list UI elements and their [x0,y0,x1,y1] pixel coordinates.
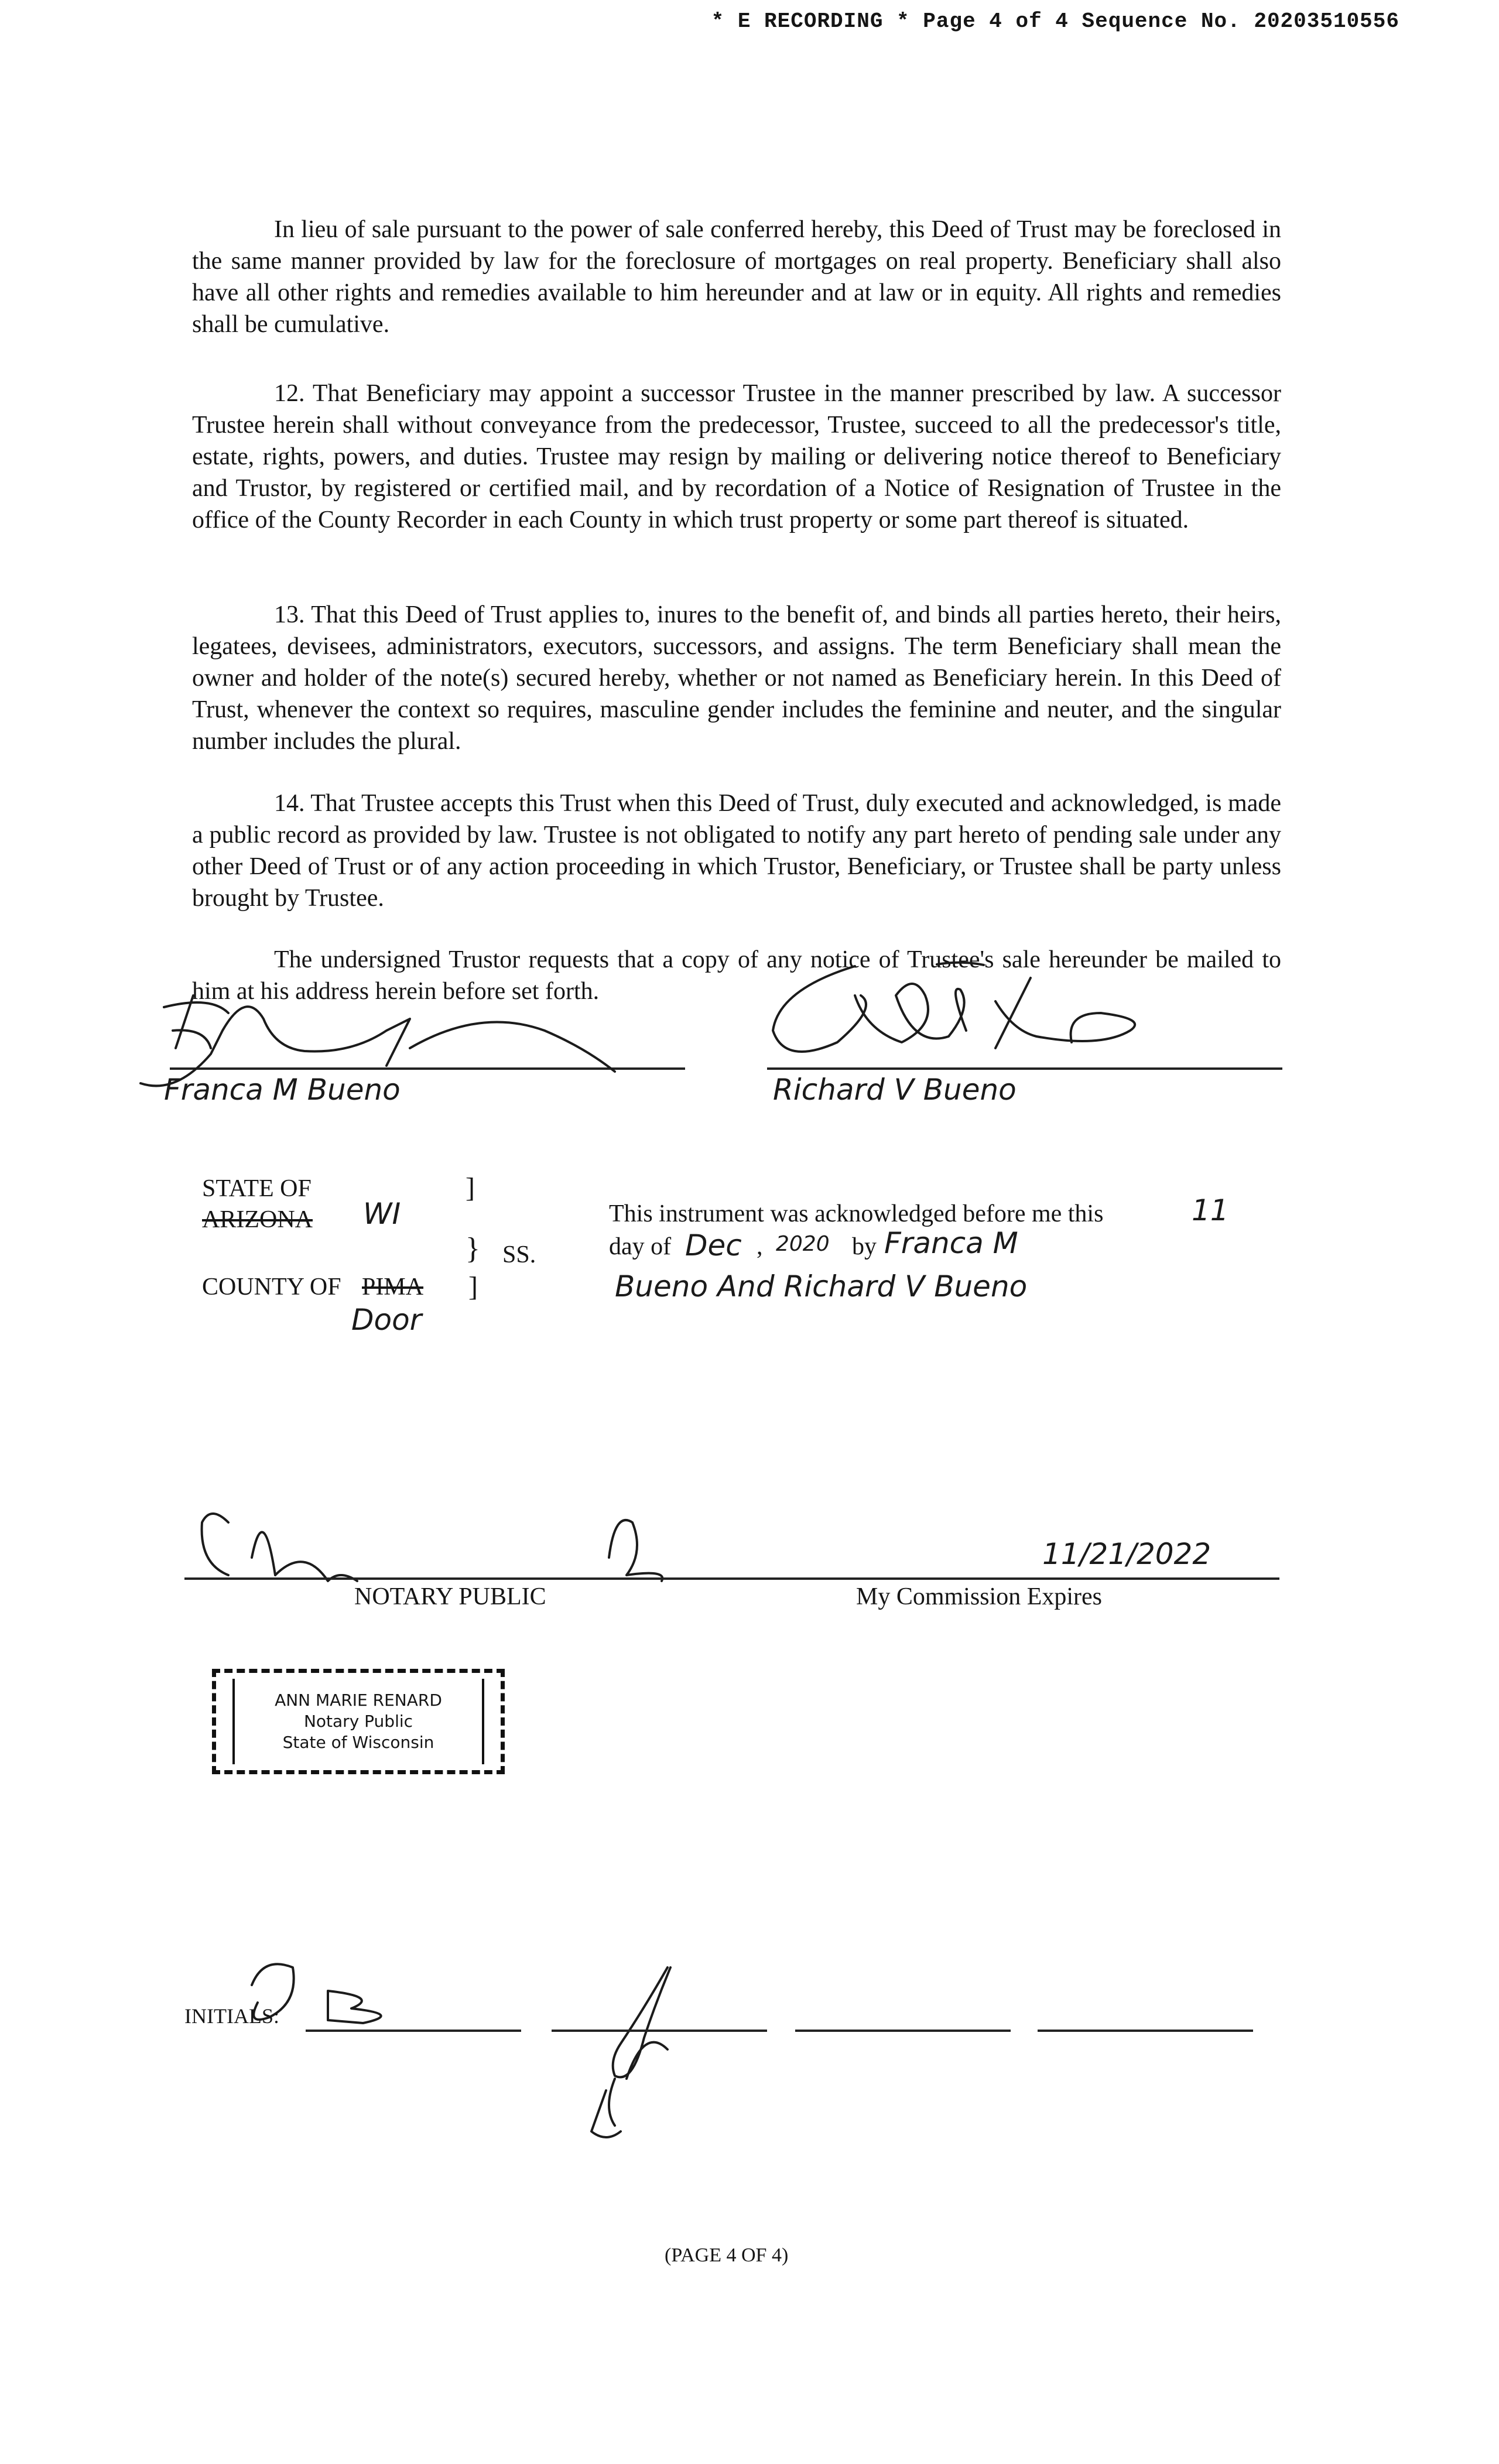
state-printed: ARIZONA [202,1206,313,1233]
initials-line-1 [306,2030,521,2032]
page-number-label: (PAGE 4 OF 4) [665,2244,789,2266]
county-label: COUNTY OF [202,1274,341,1301]
notary-stamp-inner [232,1679,484,1764]
initials-line-4 [1038,2030,1253,2032]
acknowledgment-month: Dec [685,1228,742,1262]
paragraph-text: In lieu of sale pursuant to the power of sale conferred hereby, this Deed of Trust may be foreclosed in the same manner provided by law for the foreclosure of mortgages on real property. Beneficiary shall also have all other rights and remedies available to him hereunder and at law or in equity. All rights and remedies shall be cumulative. [192,216,1281,338]
initials-label: INITIALS: [184,2004,279,2028]
ss-label: SS. [502,1241,536,1268]
paragraph-text: 12. That Beneficiary may appoint a successor Trustee in the manner prescribed by law. A successor Trustee herein shall without conveyance from the predecessor, Trustee, succeed to all the predecessor's title, estate, rights, powers, and duties. Trustee may resign by mailing or delivering notice thereof to Beneficiary and Trustor, by registered or certified mail, and by recordation of a Notice of Resignation of Trustee in the office of the County Recorder in each County in which trust property or some part thereof is situated. [192,380,1281,533]
recording-header: * E RECORDING * Page 4 of 4 Sequence No. 20203510556 [711,9,1399,33]
paragraph-text: The undersigned Trustor requests that a copy of any notice of Trustee's sale hereunder be mailed to him at his address herein before set forth. [192,946,1281,1005]
paragraph-text: 14. That Trustee accepts this Trust when this Deed of Trust, duly executed and acknowledged, is made a public record as provided by law. Trustee is not obligated to notify any part hereto of pending sale under any other Deed of Trust or of any action proceeding in which Trustor, Beneficiary, or Trustee shall be party unless brought by Trustee. [192,790,1281,912]
bracket-bottom: ] [468,1271,478,1302]
county-handwritten: Door [351,1303,422,1337]
acknowledgment-line-1: This instrument was acknowledged before me this [609,1200,1104,1227]
county-printed: PIMA [362,1274,424,1301]
notary-signature-line [184,1577,1279,1580]
acknowledgment-year: 2020 [776,1232,830,1256]
state-handwritten: WI [363,1197,401,1231]
initials-line-3 [795,2030,1011,2032]
acknowledgment-day: 11 [1192,1193,1229,1227]
state-label: STATE OF [202,1175,312,1202]
trustor-1-printed-name: Franca M Bueno [164,1073,401,1107]
bracket-middle: } [466,1232,480,1265]
stamp-notary-name: ANN MARIE RENARD [275,1690,442,1710]
acknowledgment-by: by [852,1233,877,1260]
signature-richard-scribble [773,966,1135,1052]
acknowledgment-day-of-label: day of [609,1233,672,1260]
initials-line-2 [552,2030,767,2032]
stamp-notary-state: State of Wisconsin [282,1733,434,1752]
acknowledgment-names-2: Bueno And Richard V Bueno [615,1269,1028,1303]
commission-expires-label: My Commission Expires [856,1583,1103,1610]
commission-expiry-date: 11/21/2022 [1042,1537,1211,1571]
notary-stamp [212,1669,505,1774]
trustor-2-printed-name: Richard V Bueno [773,1073,1017,1107]
bracket-top: ] [466,1172,475,1203]
notary-signature-scribble [202,1514,663,1581]
initials-2-scribble [591,1967,670,2137]
paragraph-text: 13. That this Deed of Trust applies to, inures to the benefit of, and binds all parties hereto, their heirs, legatees, devisees, administrators, executors, successors, and assigns. The term Beneficiary shall mean the owner and holder of the note(s) secured hereby, whether or not named as Beneficiary herein. In this Deed of Trust, whenever the context so requires, masculine gender includes the feminine and neuter, and the singular number includes the plural. [192,601,1281,755]
stamp-notary-title: Notary Public [303,1712,413,1731]
signature-overlap-mark [937,963,984,965]
acknowledgment-comma: , [757,1233,763,1260]
acknowledgment-names-1: Franca M [884,1226,1018,1260]
notary-public-label: NOTARY PUBLIC [354,1583,546,1610]
